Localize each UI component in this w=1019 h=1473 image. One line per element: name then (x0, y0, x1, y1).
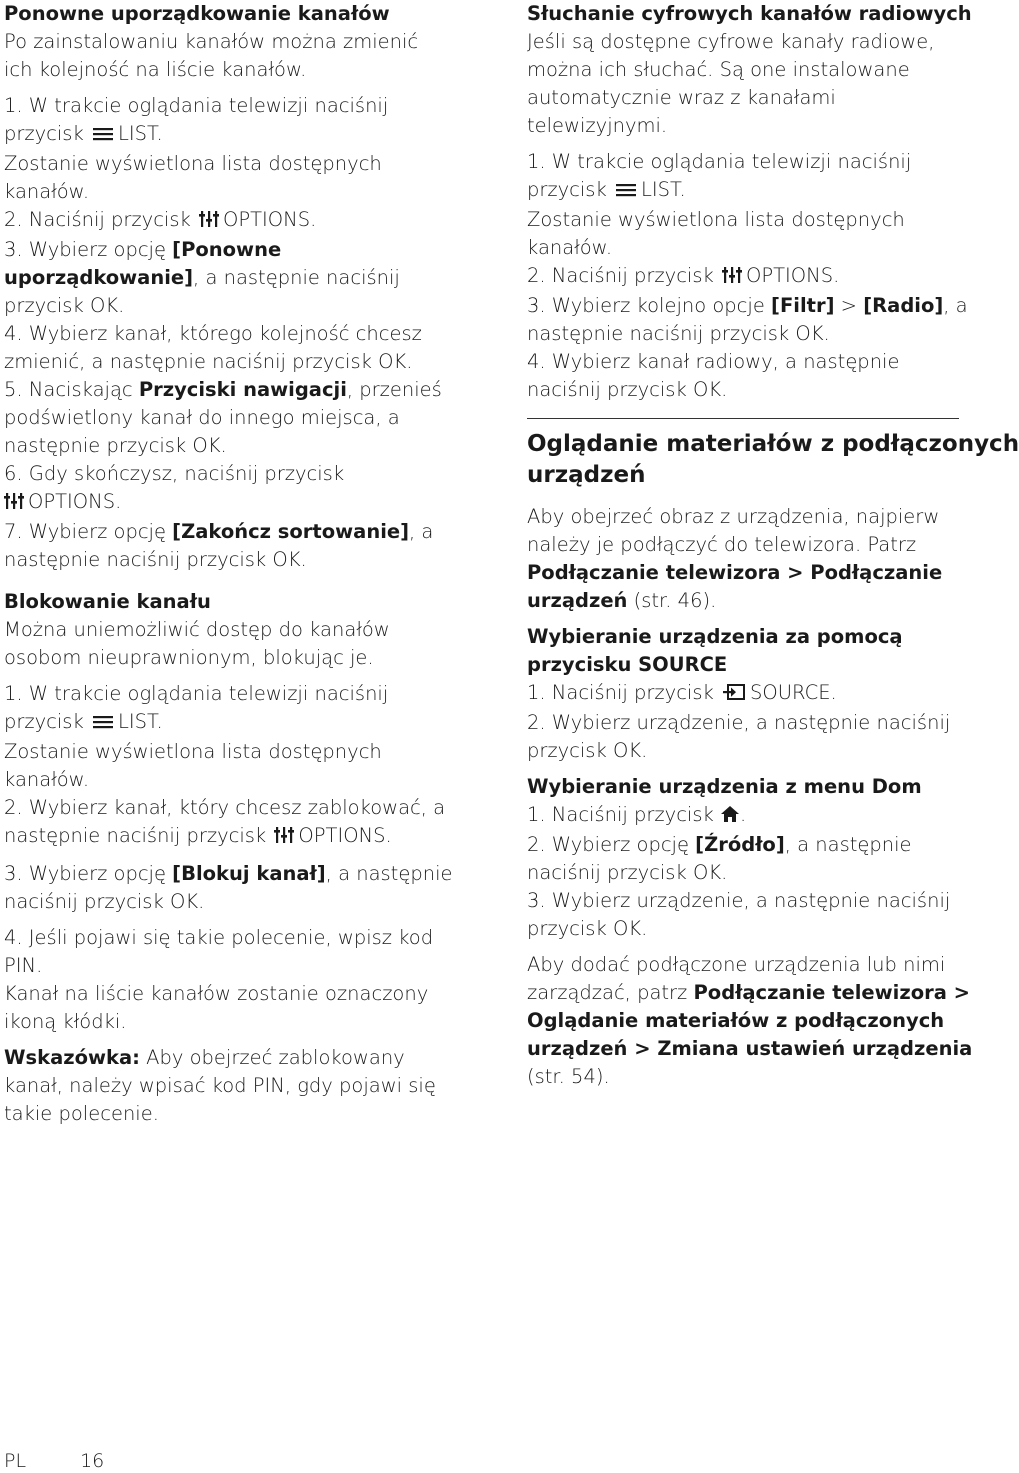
list-icon (615, 178, 637, 206)
options-icon (274, 824, 294, 852)
title-line: Wybieranie urządzenia za pomocą (527, 625, 903, 648)
text-line: kanał, należy wpisać kod PIN, gdy pojawi się (4, 1074, 436, 1097)
text: 5. Naciskając (4, 378, 139, 401)
lock-step-4 (4, 924, 444, 1036)
step-line (4, 488, 444, 518)
cross-reference-link[interactable]: Podłączanie telewizora > Podłączanie (527, 561, 943, 584)
text-line: Aby dodać podłączone urządzenia lub nimi (527, 953, 946, 976)
source-title (527, 623, 957, 679)
options-label: OPTIONS. (746, 264, 840, 287)
step-line (4, 264, 444, 292)
left-column (4, 0, 453, 1136)
option-name: [Blokuj kanał] (172, 862, 326, 885)
step-line (4, 860, 453, 888)
step-line (4, 708, 444, 738)
text-line: osobom nieuprawnionym, blokując je. (4, 646, 374, 669)
ok-label: OK. (612, 917, 648, 940)
option-name: [Filtr] (771, 294, 835, 317)
text-line: 1. W trakcie oglądania telewizji naciśnij (527, 150, 912, 173)
step-line (527, 737, 957, 765)
text: przycisk (527, 917, 613, 940)
tip-label: Wskazówka: (4, 1046, 140, 1069)
text-line: 4. Wybierz kanał, którego kolejność chcesz (4, 322, 422, 345)
radio-title: Słuchanie cyfrowych kanałów radiowych (527, 2, 972, 25)
text-line: Zostanie wyświetlona lista dostępnych (4, 152, 382, 175)
text-line: kanałów. (4, 180, 90, 203)
text-line: Po zainstalowaniu kanałów można zmienić (4, 30, 419, 53)
text-line: telewizyjnymi. (527, 114, 668, 137)
text: przycisk (527, 178, 613, 201)
source-label: SOURCE. (750, 681, 837, 704)
tip (4, 1044, 444, 1128)
text: 1. Naciśnij przycisk (527, 803, 720, 826)
text-line: 2. Wybierz kanał, który chcesz zablokować, a (4, 796, 446, 819)
ok-label: OK. (169, 890, 205, 913)
option-name: [Ponowne (172, 238, 282, 261)
step-line (527, 859, 957, 887)
title-line: urządzeń (527, 462, 646, 488)
cross-reference-link[interactable]: urządzeń (527, 589, 628, 612)
text: przycisk (4, 122, 90, 145)
option-name: [Źródło] (695, 833, 785, 856)
text: , a następnie (784, 833, 912, 856)
text: następnie przycisk (4, 434, 193, 457)
text-line: ich kolejność na liście kanałów. (4, 58, 307, 81)
ok-label: OK. (192, 434, 227, 457)
text: przycisk (4, 294, 90, 317)
lock-step-3 (4, 860, 453, 916)
ok-label: OK. (692, 378, 728, 401)
text-line: Aby obejrzeć obraz z urządzenia, najpierw (527, 505, 940, 528)
text: 3. Wybierz opcję (4, 862, 173, 885)
page-number: 16 (80, 1450, 105, 1472)
step-line (527, 831, 957, 859)
reorder-intro (4, 28, 444, 84)
step-line (527, 262, 957, 292)
text: naciśnij przycisk (4, 890, 170, 913)
text: 2. Naciśnij przycisk (527, 264, 720, 287)
text: (str. 46). (627, 589, 717, 612)
step-line (527, 801, 957, 831)
text: > (834, 294, 864, 317)
step-line (527, 320, 957, 348)
list-icon (92, 710, 114, 738)
lock-intro (4, 616, 444, 672)
options-label: OPTIONS. (28, 490, 122, 513)
right-column (527, 0, 1019, 1099)
step-line (4, 432, 444, 460)
text-line: Jeśli są dostępne cyfrowe kanały radiowe, (527, 30, 935, 53)
step-line (4, 236, 444, 264)
text: przycisk (4, 710, 90, 733)
reorder-steps (4, 92, 444, 574)
text: następnie naciśnij przycisk (4, 548, 273, 571)
text-line: podświetlony kanał do innego miejsca, a (4, 406, 400, 429)
step-line (527, 587, 957, 615)
home-title: Wybieranie urządzenia z menu Dom (527, 775, 922, 798)
option-name: [Zakończ sortowanie] (172, 520, 410, 543)
options-label: OPTIONS. (298, 824, 392, 847)
option-name: [Radio] (863, 294, 944, 317)
ok-label: OK. (692, 861, 728, 884)
text: 7. Wybierz opcję (4, 520, 173, 543)
text: przycisk (527, 739, 613, 762)
text-line: Zostanie wyświetlona lista dostępnych (4, 740, 382, 763)
text-line: takie polecenie. (4, 1102, 159, 1125)
text: Aby obejrzeć zablokowany (139, 1046, 405, 1069)
ok-label: OK. (795, 322, 830, 345)
text-line: PIN. (4, 954, 43, 977)
devices-title (527, 429, 1019, 491)
text-line: Można uniemożliwić dostęp do kanałów (4, 618, 390, 641)
step-line (527, 376, 957, 404)
text: , a (409, 520, 434, 543)
text-line: Zostanie wyświetlona lista dostępnych (527, 208, 905, 231)
text: , przenieś (346, 378, 442, 401)
radio-intro (527, 28, 957, 140)
option-name: uporządkowanie] (4, 266, 194, 289)
step-line (527, 679, 957, 709)
text: zmienić, a następnie naciśnij przycisk (4, 350, 379, 373)
step-line (4, 292, 444, 320)
radio-steps (527, 148, 968, 404)
ok-label: OK. (378, 350, 413, 373)
page-footer (4, 1450, 104, 1472)
step-line (527, 176, 957, 206)
text-line: 2. Wybierz urządzenie, a następnie naciśnij (527, 711, 951, 734)
text: naciśnij przycisk (527, 378, 693, 401)
text-line: 1. W trakcie oglądania telewizji naciśnij (4, 94, 389, 117)
text-line: 6. Gdy skończysz, naciśnij przycisk (4, 462, 345, 485)
step-line (527, 292, 968, 320)
cross-reference-link[interactable]: Podłączanie telewizora > (693, 981, 970, 1004)
options-label: OPTIONS. (223, 208, 317, 231)
step-line (4, 518, 444, 546)
text-line: należy je podłączyć do telewizora. Patrz (527, 533, 917, 556)
step-line (4, 888, 444, 916)
ok-label: OK. (89, 294, 125, 317)
text: 2. Wybierz opcję (527, 833, 696, 856)
text-line: 1. W trakcie oglądania telewizji naciśnij (4, 682, 389, 705)
text: . (740, 803, 747, 826)
text: 3. Wybierz opcję (4, 238, 173, 261)
devices-intro (527, 503, 957, 615)
text: następnie naciśnij przycisk (4, 824, 273, 847)
source-steps (527, 679, 957, 765)
step-line (4, 348, 444, 376)
text-line: kanałów. (4, 768, 90, 791)
nav-buttons-label: Przyciski nawigacji (138, 378, 347, 401)
list-icon (92, 122, 114, 150)
page-reference: (str. 54). (527, 1065, 610, 1088)
text-line: 3. Wybierz urządzenie, a następnie naciśnij (527, 889, 951, 912)
section-divider (527, 418, 959, 419)
home-icon (720, 803, 740, 831)
text: 3. Wybierz kolejno opcje (527, 294, 772, 317)
text-line: kanałów. (527, 236, 613, 259)
options-icon (722, 264, 742, 292)
cross-reference-link[interactable]: Oglądanie materiałów z podłączonych (527, 1009, 945, 1032)
text: naciśnij przycisk (527, 861, 693, 884)
ok-label: OK. (272, 548, 307, 571)
list-label: LIST. (117, 710, 163, 733)
title-line: przycisku SOURCE (527, 653, 728, 676)
list-label: LIST. (117, 122, 163, 145)
ok-label: OK. (612, 739, 648, 762)
title-line: Oglądanie materiałów z podłączonych (527, 431, 1019, 457)
step-line (527, 915, 957, 943)
step-line (4, 206, 444, 236)
lock-steps (4, 680, 444, 852)
step-line (4, 822, 444, 852)
list-label: LIST. (640, 178, 686, 201)
text-line: ikoną kłódki. (4, 1010, 127, 1033)
text-line: 4. Jeśli pojawi się takie polecenie, wpisz kod (4, 926, 434, 949)
step-line (4, 1044, 444, 1072)
text-line: można ich słuchać. Są one instalowane (527, 58, 910, 81)
options-icon (4, 490, 24, 518)
text: , a następnie (325, 862, 453, 885)
text: 1. Naciśnij przycisk (527, 681, 720, 704)
lock-title: Blokowanie kanału (4, 590, 211, 613)
step-line (4, 120, 444, 150)
text-line: automatycznie wraz z kanałami (527, 86, 836, 109)
step-line (527, 979, 970, 1007)
step-line (4, 376, 444, 404)
cross-reference-link[interactable]: urządzeń > Zmiana ustawień urządzenia (527, 1037, 973, 1060)
home-steps (527, 801, 957, 943)
reorder-title: Ponowne uporządkowanie kanałów (4, 2, 390, 25)
language-code: PL (4, 1450, 27, 1472)
options-icon (199, 208, 219, 236)
text: następnie naciśnij przycisk (527, 322, 796, 345)
text-line: Kanał na liście kanałów zostanie oznaczony (4, 982, 429, 1005)
text-line: 4. Wybierz kanał radiowy, a następnie (527, 350, 900, 373)
text: , a (943, 294, 968, 317)
source-icon (722, 681, 746, 709)
manage-devices (527, 951, 973, 1091)
text: 2. Naciśnij przycisk (4, 208, 197, 231)
text: , a następnie naciśnij (193, 266, 400, 289)
text: zarządzać, patrz (527, 981, 694, 1004)
step-line (4, 546, 444, 574)
